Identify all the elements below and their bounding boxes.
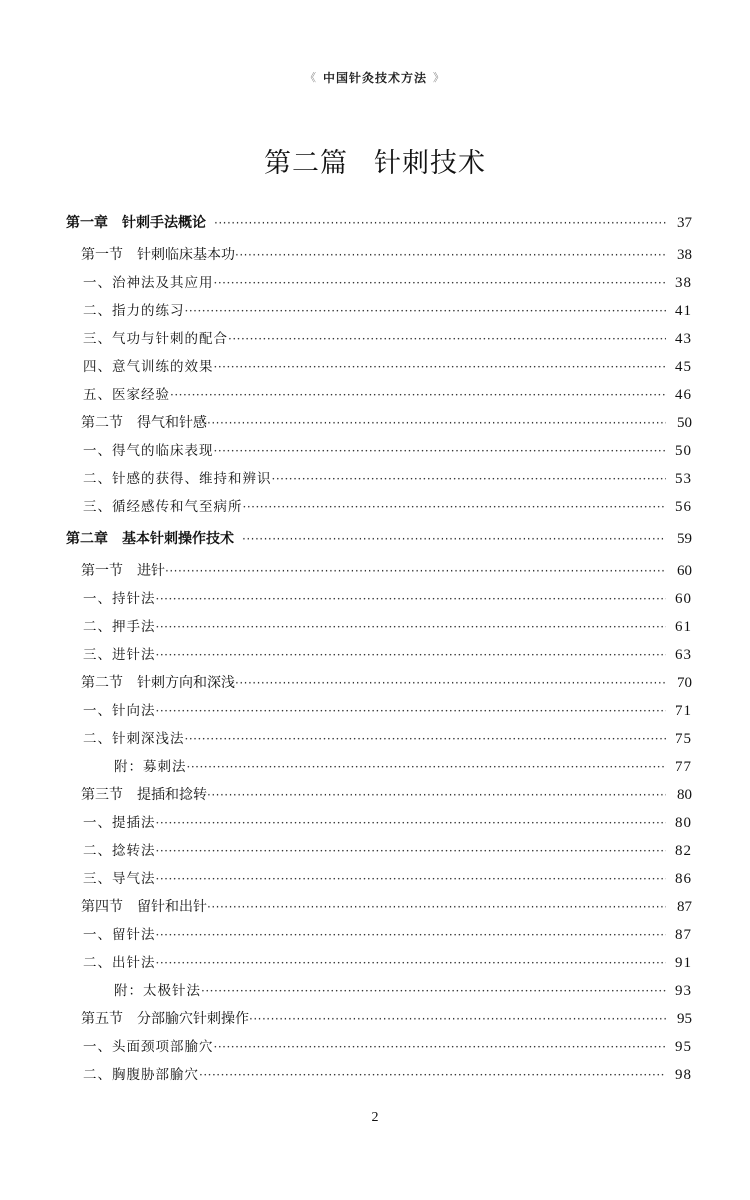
dot-leader: [185, 297, 667, 325]
toc-entry-item[interactable]: [66, 381, 692, 409]
toc-entry-page: 41: [675, 303, 692, 319]
toc-entry-title: 第一章 针刺手法概论: [66, 215, 206, 231]
dot-leader: [207, 893, 666, 921]
part-number: 第二篇: [264, 148, 348, 179]
toc-entry-chapter[interactable]: [66, 205, 692, 241]
toc-entry-page: 95: [677, 1011, 692, 1027]
toc-entry-item[interactable]: [66, 585, 692, 613]
toc-entry-title: 四、意气训练的效果: [83, 359, 214, 375]
toc-entry-page: 61: [675, 619, 692, 635]
dot-leader: [156, 837, 667, 865]
toc-entry-title: 三、循经感传和气至病所: [83, 499, 243, 515]
toc-entry-page: 87: [675, 927, 692, 943]
toc-entry-title: 二、出针法: [83, 955, 156, 971]
toc-entry-page: 75: [675, 731, 692, 747]
toc-entry-item[interactable]: [66, 493, 692, 521]
toc-entry-title: 三、导气法: [83, 871, 156, 887]
toc-entry-title: 二、胸腹胁部腧穴: [83, 1067, 199, 1083]
dot-leader: [207, 781, 666, 809]
toc-entry-title: 附：募刺法: [114, 759, 187, 775]
page-number: 2: [371, 1110, 379, 1125]
toc-entry-title: 五、医家经验: [83, 387, 170, 403]
toc-entry-title: 一、头面颈项部腧穴: [83, 1039, 214, 1055]
toc-entry-item[interactable]: [66, 297, 692, 325]
toc-entry-title: 二、指力的练习: [83, 303, 185, 319]
toc-entry-section[interactable]: [66, 409, 692, 437]
toc-entry-page: 82: [675, 843, 692, 859]
dot-leader: [201, 977, 666, 1005]
toc-entry-page: 43: [675, 331, 692, 347]
dot-leader: [156, 613, 667, 641]
toc-entry-section[interactable]: [66, 781, 692, 809]
toc-entry-page: 53: [675, 471, 692, 487]
toc-entry-item[interactable]: [66, 325, 692, 353]
toc-entry-title: 第四节 留针和出针: [81, 899, 207, 915]
toc-entry-page: 45: [675, 359, 692, 375]
dot-leader: [207, 409, 666, 437]
part-name: 针刺技术: [374, 148, 486, 179]
toc-entry-title: 一、针向法: [83, 703, 156, 719]
toc-entry-item[interactable]: [66, 613, 692, 641]
toc-entry-page: 60: [675, 591, 692, 607]
toc-entry-title: 二、捻转法: [83, 843, 156, 859]
toc-entry-item[interactable]: [66, 437, 692, 465]
toc-entry-page: 71: [675, 703, 692, 719]
toc-entry-page: 70: [677, 675, 692, 691]
toc-entry-page: 93: [675, 983, 692, 999]
table-of-contents: [66, 205, 692, 1089]
toc-entry-item[interactable]: [66, 641, 692, 669]
dot-leader: [214, 205, 666, 241]
ornament-left-icon: 《: [304, 71, 317, 84]
toc-entry-page: 37: [677, 215, 692, 231]
toc-entry-page: 38: [677, 247, 692, 263]
toc-entry-page: 86: [675, 871, 692, 887]
dot-leader: [185, 725, 667, 753]
toc-entry-item[interactable]: [66, 697, 692, 725]
dot-leader: [156, 949, 667, 977]
toc-entry-title: 第五节 分部腧穴针刺操作: [81, 1011, 249, 1027]
dot-leader: [156, 809, 667, 837]
toc-entry-section[interactable]: [66, 1005, 692, 1033]
toc-entry-title: 附：太极针法: [114, 983, 201, 999]
dot-leader: [242, 521, 666, 557]
toc-entry-page: 63: [675, 647, 692, 663]
toc-entry-item[interactable]: [66, 809, 692, 837]
toc-entry-item[interactable]: [66, 949, 692, 977]
toc-entry-item[interactable]: [66, 269, 692, 297]
toc-entry-title: 一、持针法: [83, 591, 156, 607]
toc-entry-section[interactable]: [66, 893, 692, 921]
dot-leader: [156, 697, 667, 725]
toc-entry-section[interactable]: [66, 557, 692, 585]
running-header: [0, 69, 750, 86]
toc-entry-note[interactable]: [66, 977, 692, 1005]
toc-entry-page: 38: [675, 275, 692, 291]
toc-entry-item[interactable]: [66, 353, 692, 381]
toc-entry-page: 60: [677, 563, 692, 579]
toc-entry-title: 一、提插法: [83, 815, 156, 831]
dot-leader: [156, 921, 667, 949]
toc-entry-title: 第二节 得气和针感: [81, 415, 207, 431]
toc-entry-title: 第二章 基本针刺操作技术: [66, 531, 234, 547]
toc-entry-page: 50: [675, 443, 692, 459]
dot-leader: [243, 493, 667, 521]
toc-entry-title: 第二节 针刺方向和深浅: [81, 675, 235, 691]
dot-leader: [214, 1033, 667, 1061]
dot-leader: [199, 1061, 666, 1089]
dot-leader: [156, 641, 667, 669]
toc-entry-item[interactable]: [66, 865, 692, 893]
toc-entry-page: 59: [677, 531, 692, 547]
toc-entry-page: 80: [675, 815, 692, 831]
dot-leader: [272, 465, 667, 493]
toc-entry-section[interactable]: [66, 241, 692, 269]
dot-leader: [214, 269, 667, 297]
toc-entry-item[interactable]: [66, 1033, 692, 1061]
toc-entry-page: 87: [677, 899, 692, 915]
toc-entry-title: 二、针感的获得、维持和辨识: [83, 471, 272, 487]
toc-entry-page: 56: [675, 499, 692, 515]
toc-entry-title: 三、气功与针刺的配合: [83, 331, 228, 347]
dot-leader: [235, 669, 666, 697]
ornament-right-icon: 》: [433, 71, 445, 84]
toc-entry-page: 95: [675, 1039, 692, 1055]
toc-entry-page: 50: [677, 415, 692, 431]
running-title: 中国针灸技术方法: [322, 71, 427, 85]
dot-leader: [170, 381, 666, 409]
dot-leader: [214, 353, 667, 381]
toc-entry-item[interactable]: [66, 837, 692, 865]
toc-entry-title: 二、押手法: [83, 619, 156, 635]
toc-entry-title: 二、针刺深浅法: [83, 731, 185, 747]
toc-entry-title: 三、进针法: [83, 647, 156, 663]
toc-entry-title: 第三节 提插和捻转: [81, 787, 207, 803]
dot-leader: [214, 437, 667, 465]
dot-leader: [156, 585, 667, 613]
toc-entry-title: 第一节 针刺临床基本功: [81, 247, 235, 263]
toc-entry-page: 91: [675, 955, 692, 971]
toc-entry-title: 一、留针法: [83, 927, 156, 943]
dot-leader: [156, 865, 667, 893]
toc-entry-title: 一、治神法及其应用: [83, 275, 214, 291]
toc-entry-item[interactable]: [66, 1061, 692, 1089]
toc-entry-note[interactable]: [66, 753, 692, 781]
toc-entry-item[interactable]: [66, 921, 692, 949]
dot-leader: [228, 325, 666, 353]
toc-entry-title: 第一节 进针: [81, 563, 165, 579]
dot-leader: [249, 1005, 666, 1033]
toc-entry-page: 77: [675, 759, 692, 775]
toc-entry-item[interactable]: [66, 725, 692, 753]
toc-entry-chapter[interactable]: [66, 521, 692, 557]
part-title: [0, 141, 750, 180]
dot-leader: [165, 557, 666, 585]
toc-entry-page: 98: [675, 1067, 692, 1083]
toc-entry-section[interactable]: [66, 669, 692, 697]
toc-entry-page: 46: [675, 387, 692, 403]
toc-entry-item[interactable]: [66, 465, 692, 493]
dot-leader: [235, 241, 666, 269]
dot-leader: [187, 753, 667, 781]
toc-entry-page: 80: [677, 787, 692, 803]
toc-entry-title: 一、得气的临床表现: [83, 443, 214, 459]
